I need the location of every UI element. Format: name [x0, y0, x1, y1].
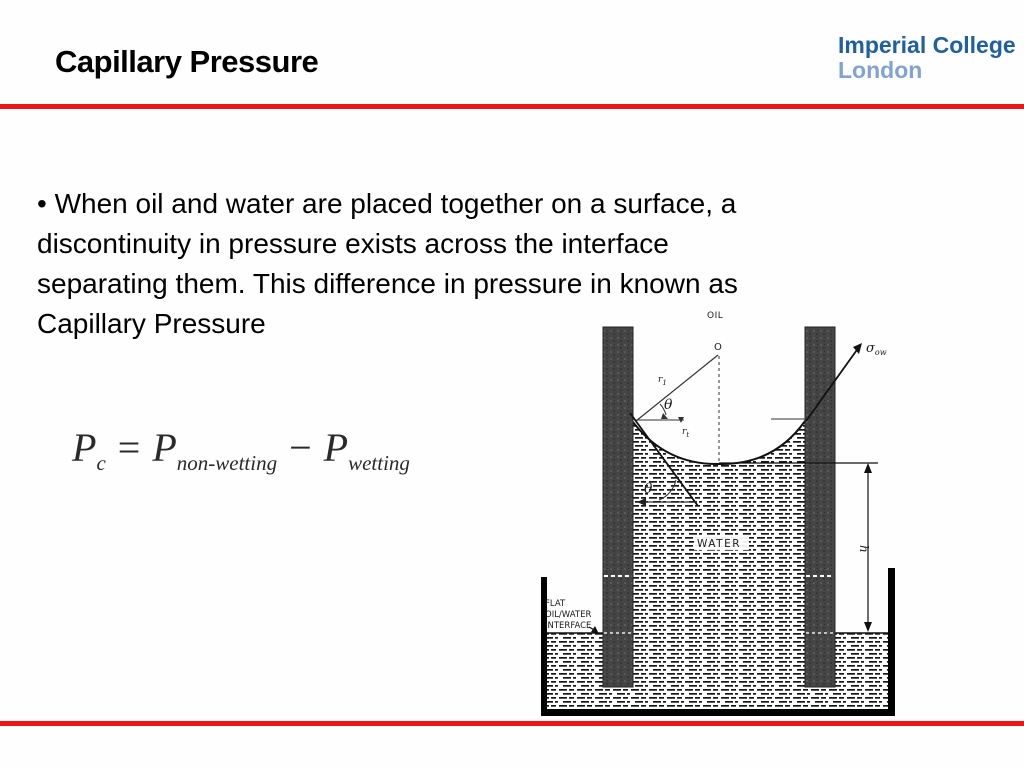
beaker-bottom — [541, 709, 895, 716]
sigma-ow-label: $\sigma_{ow}$ — [866, 341, 887, 357]
interface-label-line3: INTERFACE — [545, 621, 592, 631]
tube-radius-label: $r_t$ — [682, 427, 690, 439]
eq-equals: = — [117, 425, 141, 470]
eq-Pw: P — [323, 425, 349, 470]
dimension-arrowhead-top — [864, 463, 872, 473]
bullet-line: • When oil and water are placed together on a surface, a — [37, 188, 737, 219]
radius-r1-label: $r_1$ — [658, 375, 667, 387]
theta-lower-label: θ — [644, 481, 653, 497]
interface-label-line2: OIL/WATER — [545, 610, 592, 620]
interface-label-line1: FLAT — [545, 599, 566, 609]
imperial-college-logo — [838, 33, 1016, 83]
bullet-line: separating them. This difference in pressure in known as — [37, 268, 738, 299]
height-h-label: h — [857, 545, 871, 553]
water-label: WATER — [697, 538, 742, 550]
logo-line-1: Imperial College — [838, 32, 1016, 58]
eq-Pc-sub: c — [96, 451, 106, 475]
eq-minus: − — [289, 425, 312, 470]
eq-Pw-sub: wetting — [348, 451, 410, 475]
radius-line — [636, 355, 718, 421]
eq-Pnw-sub: non-wetting — [176, 451, 278, 475]
eq-Pc: P — [72, 425, 97, 470]
beaker-wall-right — [888, 568, 895, 714]
bullet-line: discontinuity in pressure exists across the interface — [37, 228, 669, 259]
theta-upper-arrowhead — [661, 413, 668, 419]
logo-line-2: London — [838, 57, 923, 83]
oil-label: OIL — [707, 311, 724, 321]
top-rule — [0, 104, 1024, 109]
capillary-pressure-equation — [72, 424, 410, 475]
eq-Pnw: P — [152, 425, 177, 470]
dimension-arrowhead-bottom — [864, 622, 872, 632]
theta-upper-label: θ — [664, 397, 673, 413]
beaker-wall-left — [541, 577, 547, 714]
bullet-line: Capillary Pressure — [37, 308, 266, 339]
capillary-tube-diagram — [525, 296, 923, 738]
page-title: Capillary Pressure — [55, 44, 319, 79]
center-o-label: O — [714, 342, 722, 353]
